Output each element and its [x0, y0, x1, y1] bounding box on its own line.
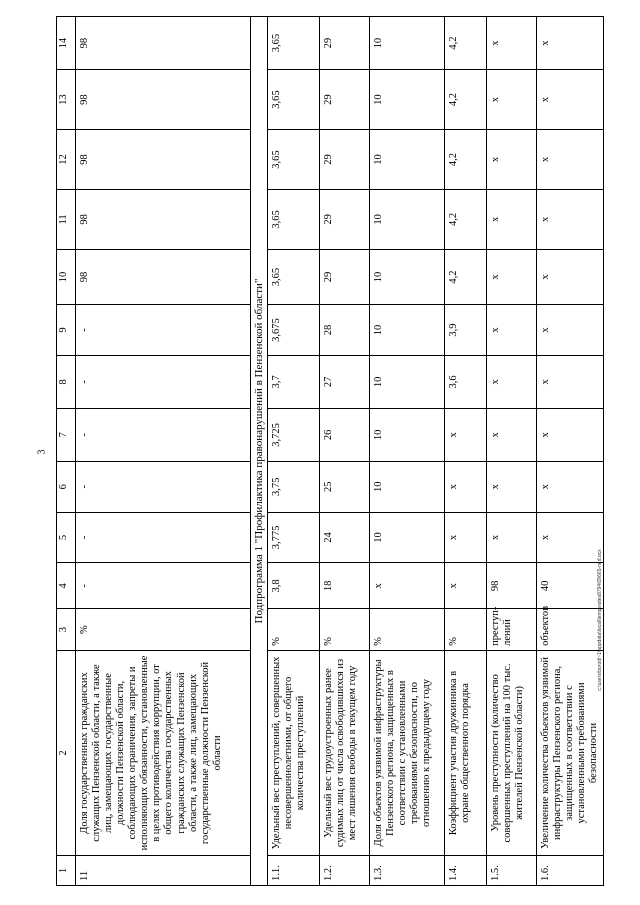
value-cell: - — [76, 305, 251, 356]
subprogram-row — [251, 17, 268, 886]
row-number: 1.1. — [268, 856, 320, 886]
col-header: 4 — [57, 563, 76, 609]
col-header: 13 — [57, 70, 76, 130]
value-cell: x — [537, 249, 604, 304]
row-number: 1.2. — [320, 856, 370, 886]
table-row — [487, 17, 537, 886]
file-path-footer: c:\users\borodi~1\appdata\local\temp\notes879469\665-m.d.ocx — [597, 549, 603, 691]
value-cell: 98 — [76, 249, 251, 304]
value-cell: 3,65 — [268, 189, 320, 249]
value-cell: x — [487, 17, 537, 70]
value-cell: 10 — [370, 512, 445, 563]
value-cell: x — [537, 512, 604, 563]
value-cell: 10 — [370, 305, 445, 356]
value-cell: 25 — [320, 461, 370, 512]
value-cell: 98 — [487, 563, 537, 609]
col-header: 1 — [57, 856, 76, 886]
value-cell: x — [487, 130, 537, 190]
value-cell: x — [537, 130, 604, 190]
value-cell: 10 — [370, 130, 445, 190]
row-number: 1.5. — [487, 856, 537, 886]
value-cell: 3,675 — [268, 305, 320, 356]
value-cell: 24 — [320, 512, 370, 563]
value-cell: 3,65 — [268, 130, 320, 190]
table-row-11 — [76, 17, 251, 886]
value-cell: x — [537, 355, 604, 408]
unit-cell: объектов — [537, 609, 604, 650]
value-cell: 10 — [370, 355, 445, 408]
value-cell: x — [487, 355, 537, 408]
unit-cell: % — [268, 609, 320, 650]
value-cell: 3,65 — [268, 70, 320, 130]
indicator-name: Уровень преступности (количество совершенных преступлений на 100 тыс. жителей Пензенской области) — [487, 650, 537, 855]
row-number: 1.3. — [370, 856, 445, 886]
value-cell: 10 — [370, 249, 445, 304]
value-cell: 10 — [370, 189, 445, 249]
value-cell: x — [445, 461, 487, 512]
page-number: 3 — [36, 449, 48, 455]
value-cell: 3,8 — [268, 563, 320, 609]
unit-cell: преступ-лений — [487, 609, 537, 650]
value-cell: x — [487, 305, 537, 356]
value-cell: 10 — [370, 17, 445, 70]
value-cell: x — [487, 512, 537, 563]
indicator-name: Доля государственных гражданских служащих Пензенской области, а также лиц, замещающих государственные должности Пензенской области, соблюдающих ограничения, запреты и исполняющих обязанности, установленные в целях противодействия коррупции, от общего количества государственных гражданских служащих Пензенской области, а также лиц, замещающих государственные должности Пензенской области — [76, 650, 251, 855]
table-row — [370, 17, 445, 886]
value-cell: x — [487, 189, 537, 249]
value-cell: 18 — [320, 563, 370, 609]
table-row — [445, 17, 487, 886]
indicator-name: Увеличение количества объектов уязвимой инфраструктуры Пензенского региона, защищенных в соответствии с установленными требованиями безопасности — [537, 650, 604, 855]
value-cell: x — [487, 408, 537, 461]
unit-cell: % — [445, 609, 487, 650]
value-cell: 3,7 — [268, 355, 320, 408]
value-cell: 98 — [76, 189, 251, 249]
value-cell: x — [537, 70, 604, 130]
unit-cell: % — [320, 609, 370, 650]
value-cell: - — [76, 461, 251, 512]
value-cell: 29 — [320, 189, 370, 249]
value-cell: 26 — [320, 408, 370, 461]
value-cell: 98 — [76, 70, 251, 130]
col-header: 8 — [57, 355, 76, 408]
value-cell: x — [537, 408, 604, 461]
row-number: 1.6. — [537, 856, 604, 886]
col-header: 12 — [57, 130, 76, 190]
indicator-name: Удельный вес трудоустроенных ранее судимых лиц от числа освободившихся из мест лишения свободы в текущем году — [320, 650, 370, 855]
value-cell: 98 — [76, 130, 251, 190]
value-cell: 3,725 — [268, 408, 320, 461]
value-cell: x — [487, 461, 537, 512]
indicator-name: Удельный вес преступлений, совершенных несовершеннолетними, от общего количества преступлений — [268, 650, 320, 855]
table-row — [537, 17, 604, 886]
value-cell: 3,65 — [268, 249, 320, 304]
col-header: 14 — [57, 17, 76, 70]
value-cell: 3,6 — [445, 355, 487, 408]
value-cell: x — [445, 408, 487, 461]
value-cell: x — [537, 461, 604, 512]
col-header: 11 — [57, 189, 76, 249]
value-cell: - — [76, 512, 251, 563]
col-header: 2 — [57, 650, 76, 855]
value-cell: x — [445, 512, 487, 563]
value-cell: 4,2 — [445, 17, 487, 70]
table-row — [320, 17, 370, 886]
header-row — [57, 17, 76, 886]
indicator-name: Доля объектов уязвимой инфраструктуры Пензенского региона, защищенных в соответствии с установленными требованиями безопасности, по отношению к предыдущему году — [370, 650, 445, 855]
value-cell: 98 — [76, 17, 251, 70]
value-cell: 4,2 — [445, 70, 487, 130]
value-cell: 3,75 — [268, 461, 320, 512]
value-cell: 29 — [320, 70, 370, 130]
subprogram-title: Подпрограмма 1 "Профилактика правонарушений в Пензенской области" — [251, 17, 268, 886]
col-header: 10 — [57, 249, 76, 304]
unit-cell: % — [370, 609, 445, 650]
value-cell: 27 — [320, 355, 370, 408]
value-cell: x — [537, 305, 604, 356]
table-row — [268, 17, 320, 886]
value-cell: 29 — [320, 17, 370, 70]
value-cell: 10 — [370, 408, 445, 461]
value-cell: - — [76, 355, 251, 408]
row-number: 11 — [76, 856, 251, 886]
value-cell: 29 — [320, 249, 370, 304]
value-cell: x — [487, 249, 537, 304]
col-header: 9 — [57, 305, 76, 356]
value-cell: 4,2 — [445, 249, 487, 304]
unit-cell: % — [76, 609, 251, 650]
value-cell: x — [487, 70, 537, 130]
value-cell: 3,775 — [268, 512, 320, 563]
value-cell: 4,2 — [445, 189, 487, 249]
value-cell: x — [537, 189, 604, 249]
value-cell: 10 — [370, 70, 445, 130]
value-cell: 29 — [320, 130, 370, 190]
value-cell: 10 — [370, 461, 445, 512]
value-cell: 3,65 — [268, 17, 320, 70]
row-number: 1.4. — [445, 856, 487, 886]
value-cell: 40 — [537, 563, 604, 609]
indicator-name: Коэффициент участия дружинника в охране общественного порядка — [445, 650, 487, 855]
value-cell: x — [445, 563, 487, 609]
value-cell: 28 — [320, 305, 370, 356]
col-header: 5 — [57, 512, 76, 563]
value-cell: 3,9 — [445, 305, 487, 356]
value-cell: x — [537, 17, 604, 70]
indicator-table — [56, 16, 604, 886]
value-cell: - — [76, 408, 251, 461]
value-cell: 4,2 — [445, 130, 487, 190]
value-cell: - — [76, 563, 251, 609]
col-header: 6 — [57, 461, 76, 512]
col-header: 3 — [57, 609, 76, 650]
col-header: 7 — [57, 408, 76, 461]
value-cell: x — [370, 563, 445, 609]
